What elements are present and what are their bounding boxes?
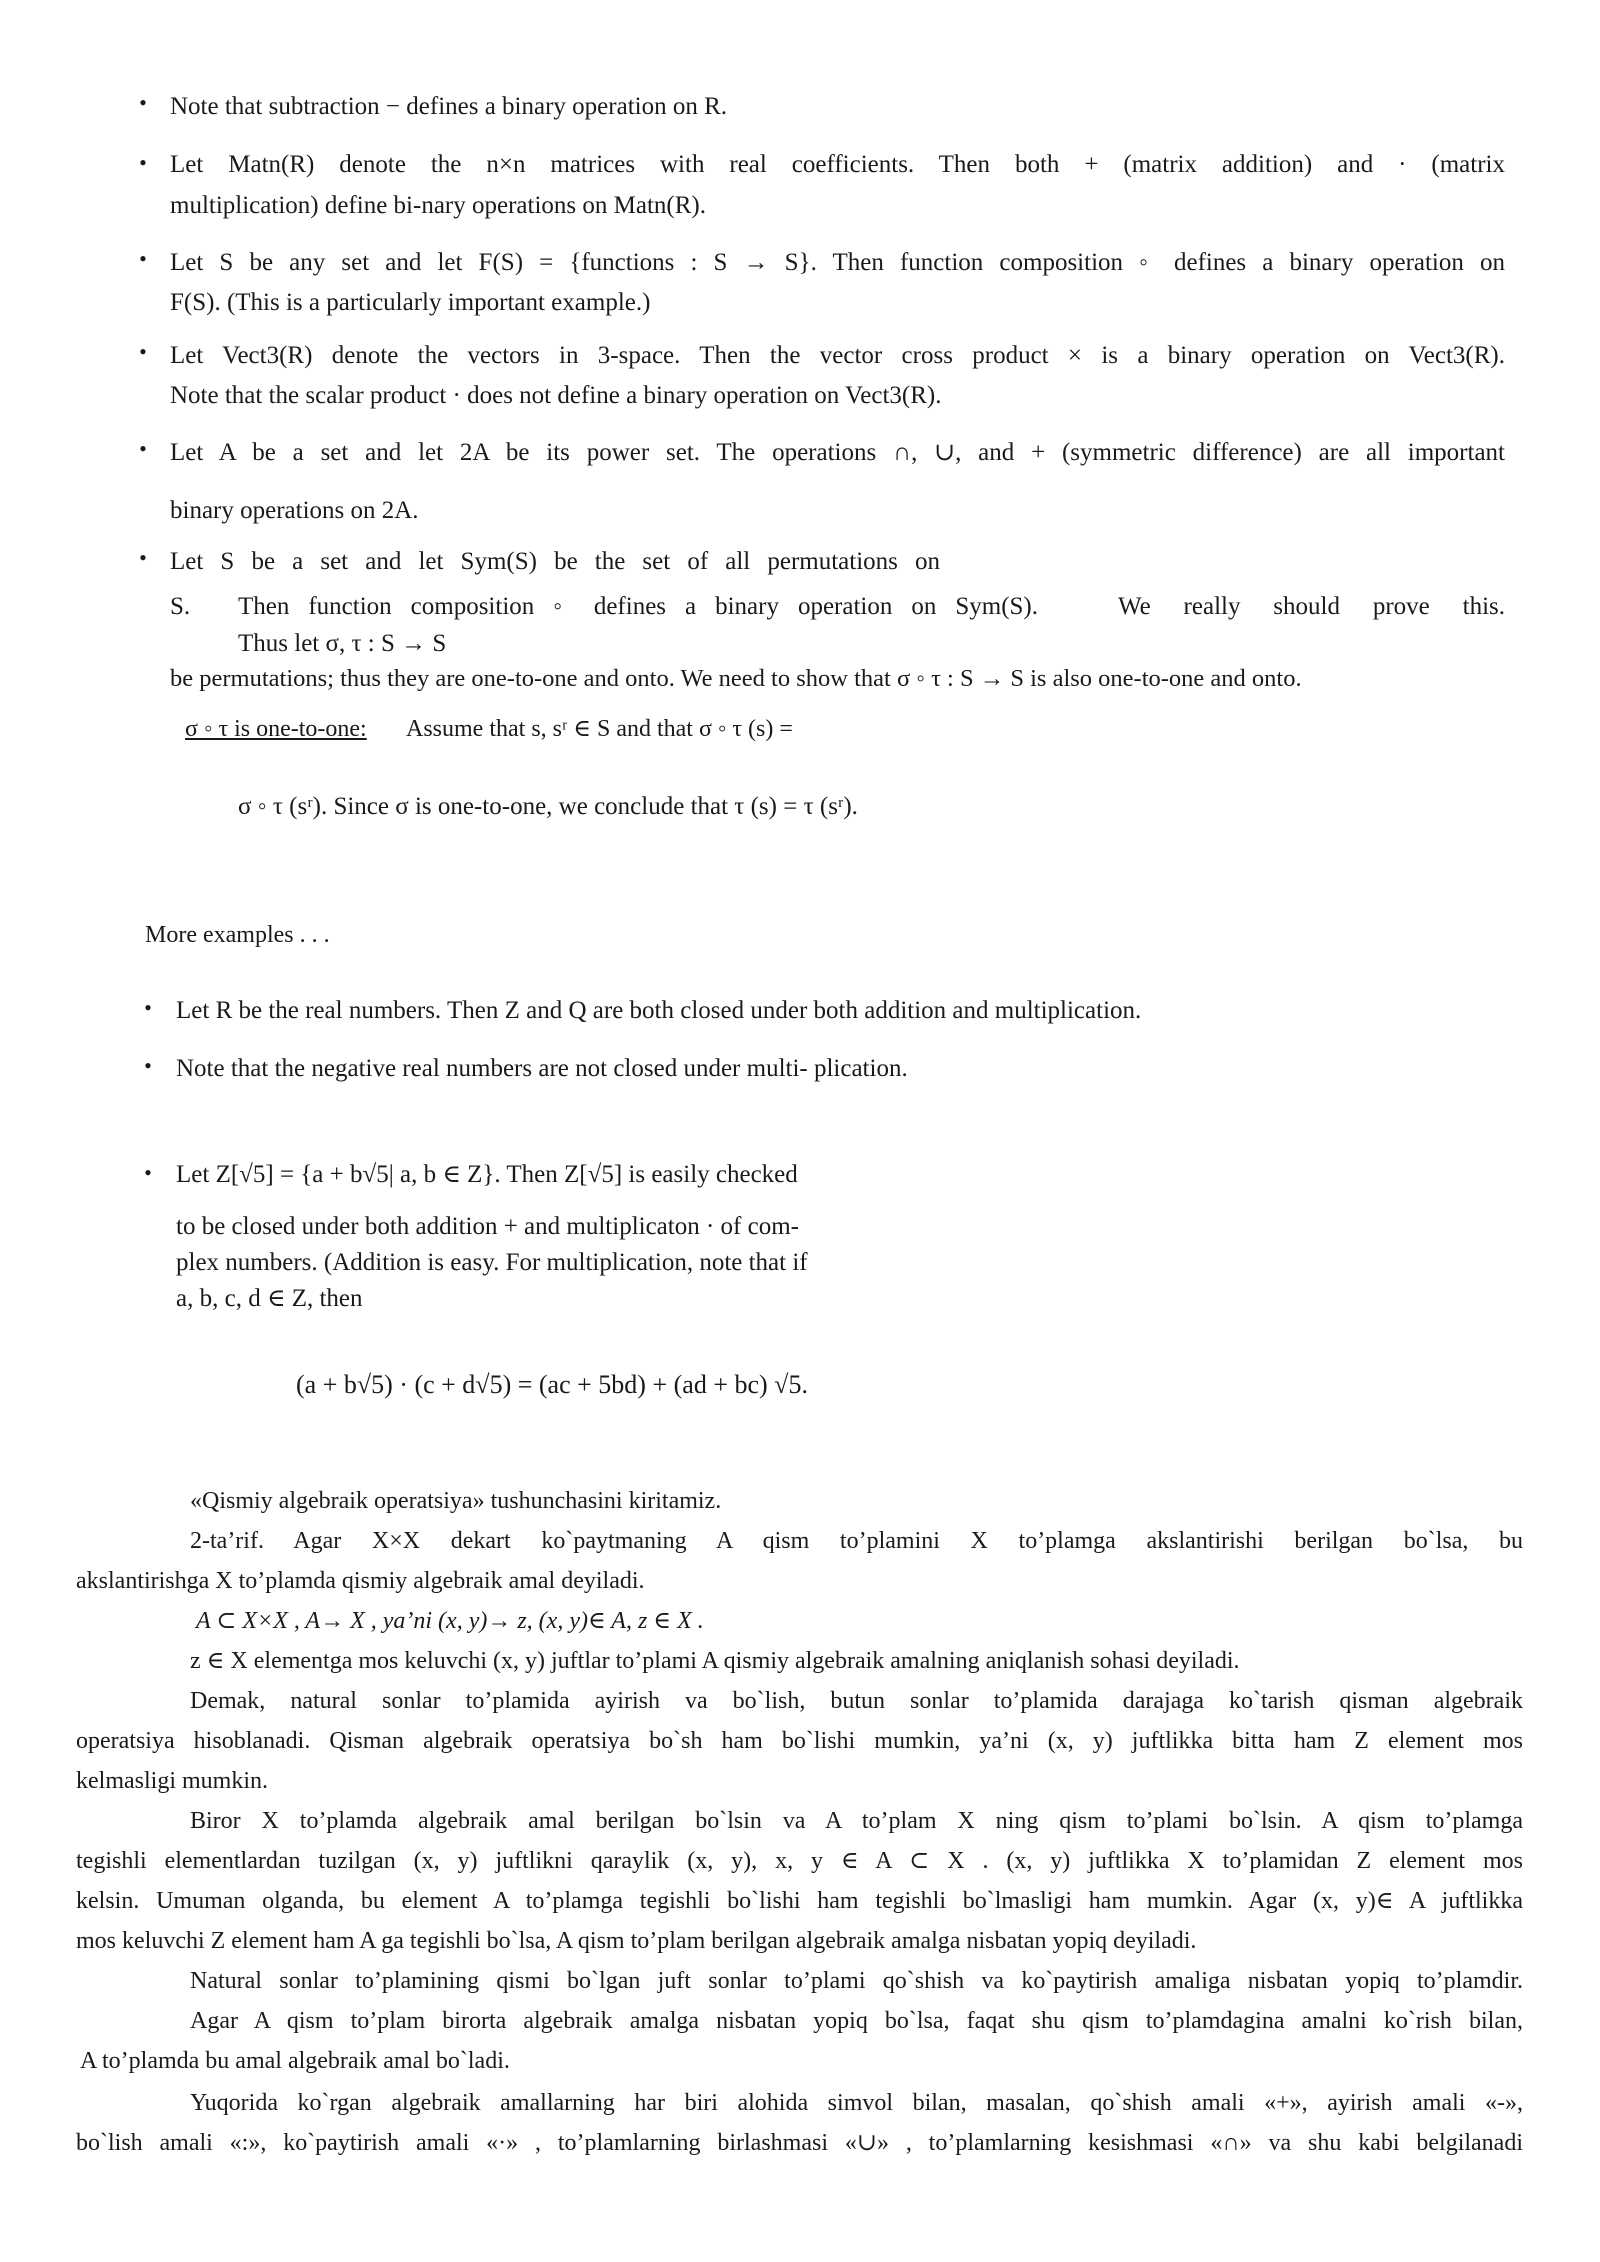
zroot-line-3: plex numbers. (Addition is easy. For multiplication, note that if [176, 1249, 808, 1276]
bullet-6-line-1: Let S be a set and let Sym(S) be the set of all permutations on [170, 548, 940, 575]
zroot-line-4: a, b, c, d ∈ Z, then [176, 1285, 363, 1312]
bullet-marker: • [144, 995, 152, 1020]
one-to-one-label: σ ◦ τ is one-to-one: [185, 716, 367, 742]
uz-line-7: operatsiya hisoblanadi. Qisman algebraik operatsiya bo`sh ham bo`lishi mumkin, ya’ni (x, y) juftlikka bitta ham Z element mos [76, 1728, 1523, 1754]
conclusion: σ ◦ τ (sʳ). Since σ is one-to-one, we conclude that τ (s) = τ (sʳ). [238, 793, 858, 820]
uz-line-6: Demak, natural sonlar to’plamida ayirish va bo`lish, butun sonlar to’plamida darajaga ko`tarish qisman algebraik [190, 1688, 1523, 1714]
zroot-line-1: Let Z[√5] = {a + b√5| a, b ∈ Z}. Then Z[√5] is easily checked [176, 1161, 798, 1188]
perm-row1-left: S. [170, 593, 191, 620]
uz-line-8: kelmasligi mumkin. [76, 1768, 268, 1794]
perm-row2: Thus let σ, τ : S → S [238, 630, 447, 657]
zroot-line-2: to be closed under both addition + and multiplicaton · of com- [176, 1213, 799, 1240]
uz-line-12: mos keluvchi Z element ham A ga tegishli bo`lsa, A qism to’plam berilgan algebraik amalga nisbatan yopiq deyiladi. [76, 1928, 1197, 1954]
bullet-2-line-1: Let Matn(R) denote the n×n matrices with real coefficients. Then both + (matrix addition) and · (matrix [170, 151, 1505, 178]
section-heading: More examples . . . [145, 922, 330, 948]
bullet-3-line-1: Let S be any set and let F(S) = {functions : S → S}. Then function composition ◦ defines a binary operation on [170, 249, 1505, 276]
bullet-marker: • [139, 436, 147, 461]
uz-line-13: Natural sonlar to’plamining qismi bo`lgan juft sonlar to’plami qo`shish va ko`paytirish amaliga nisbatan yopiq to’plamdir. [190, 1968, 1523, 1994]
bullet-3-line-2: F(S). (This is a particularly important example.) [170, 289, 651, 316]
uz-line-4: A ⊂ X×X , A→ X , ya’ni (x, y)→ z, (x, y)∈ A, z ∈ X . [196, 1608, 704, 1634]
bullet-marker: • [139, 90, 147, 115]
bullet-marker: • [144, 1160, 152, 1185]
uz-line-15: A to’plamda bu amal algebraik amal bo`ladi. [80, 2048, 510, 2074]
perm-row1-mid: Then function composition ◦ defines a binary operation on Sym(S). [238, 593, 1038, 620]
uz-line-11: kelsin. Umuman olganda, bu element A to’plamga tegishli bo`lishi ham tegishli bo`lmasligi ham mumkin. Agar (x, y)∈ A juftlikka [76, 1888, 1523, 1914]
bullet-5-line-2: binary operations on 2A. [170, 497, 419, 524]
perm-row3: be permutations; thus they are one-to-one and onto. We need to show that σ ◦ τ : S → S is also one-to-one and onto. [170, 665, 1302, 692]
bullet-2-line-2: multiplication) define bi-nary operations on Matn(R). [170, 192, 706, 219]
uz-line-14: Agar A qism to’plam birorta algebraik amalga nisbatan yopiq bo`lsa, faqat shu qism to’plamdagina amalni ko`rish bilan, [190, 2008, 1523, 2034]
bullet-4-line-1: Let Vect3(R) denote the vectors in 3-space. Then the vector cross product × is a binary operation on Vect3(R). [170, 342, 1505, 369]
bullet-marker: • [139, 545, 147, 570]
uz-line-5: z ∈ X elementga mos keluvchi (x, y) juftlar to’plami A qismiy algebraik amalning aniqlanish sohasi deyiladi. [190, 1648, 1240, 1674]
zroot-formula: (a + b√5) · (c + d√5) = (ac + 5bd) + (ad + bc) √5. [296, 1370, 808, 1399]
uz-line-9: Biror X to’plamda algebraik amal berilgan bo`lsin va A to’plam X ning qism to’plami bo`lsin. A qism to’plamga [190, 1808, 1523, 1834]
bullet-4-line-2: Note that the scalar product · does not define a binary operation on Vect3(R). [170, 382, 942, 409]
bullet2-2: Note that the negative real numbers are not closed under multi- plication. [176, 1055, 908, 1082]
bullet-marker: • [139, 339, 147, 364]
perm-row1-right: We really should prove this. [1118, 593, 1505, 620]
bullet2-1: Let R be the real numbers. Then Z and Q are both closed under both addition and multiplication. [176, 997, 1142, 1024]
uz-line-16: Yuqorida ko`rgan algebraik amallarning har biri alohida simvol bilan, masalan, qo`shish amali «+», ayirish amali «-», [190, 2090, 1523, 2116]
uz-line-3: akslantirishga X to’plamda qismiy algebraik amal deyiladi. [76, 1568, 645, 1594]
uz-line-10: tegishli elementlardan tuzilgan (x, y) juftlikni qaraylik (x, y), x, y ∈ A ⊂ X . (x, y) juftlikka X to’plamidan Z element mos [76, 1848, 1523, 1874]
bullet-marker: • [144, 1053, 152, 1078]
uz-line-2: 2-ta’rif. Agar X×X dekart ko`paytmaning A qism to’plamini X to’plamga akslantirishi berilgan bo`lsa, bu [190, 1528, 1523, 1554]
bullet-1-line-1: Note that subtraction − defines a binary operation on R. [170, 93, 728, 120]
one-to-one-text: Assume that s, sʳ ∈ S and that σ ◦ τ (s) = [406, 716, 793, 742]
uz-line-17: bo`lish amali «:», ko`paytirish amali «·» , to’plamlarning birlashmasi «∪» , to’plamlarning kesishmasi «∩» va shu kabi belgilanadi [76, 2130, 1523, 2156]
uz-line-1: «Qismiy algebraik operatsiya» tushunchasini kiritamiz. [190, 1488, 722, 1514]
bullet-marker: • [139, 150, 147, 175]
bullet-marker: • [139, 246, 147, 271]
bullet-5-line-1: Let A be a set and let 2A be its power set. The operations ∩, ∪, and + (symmetric difference) are all important [170, 439, 1505, 466]
